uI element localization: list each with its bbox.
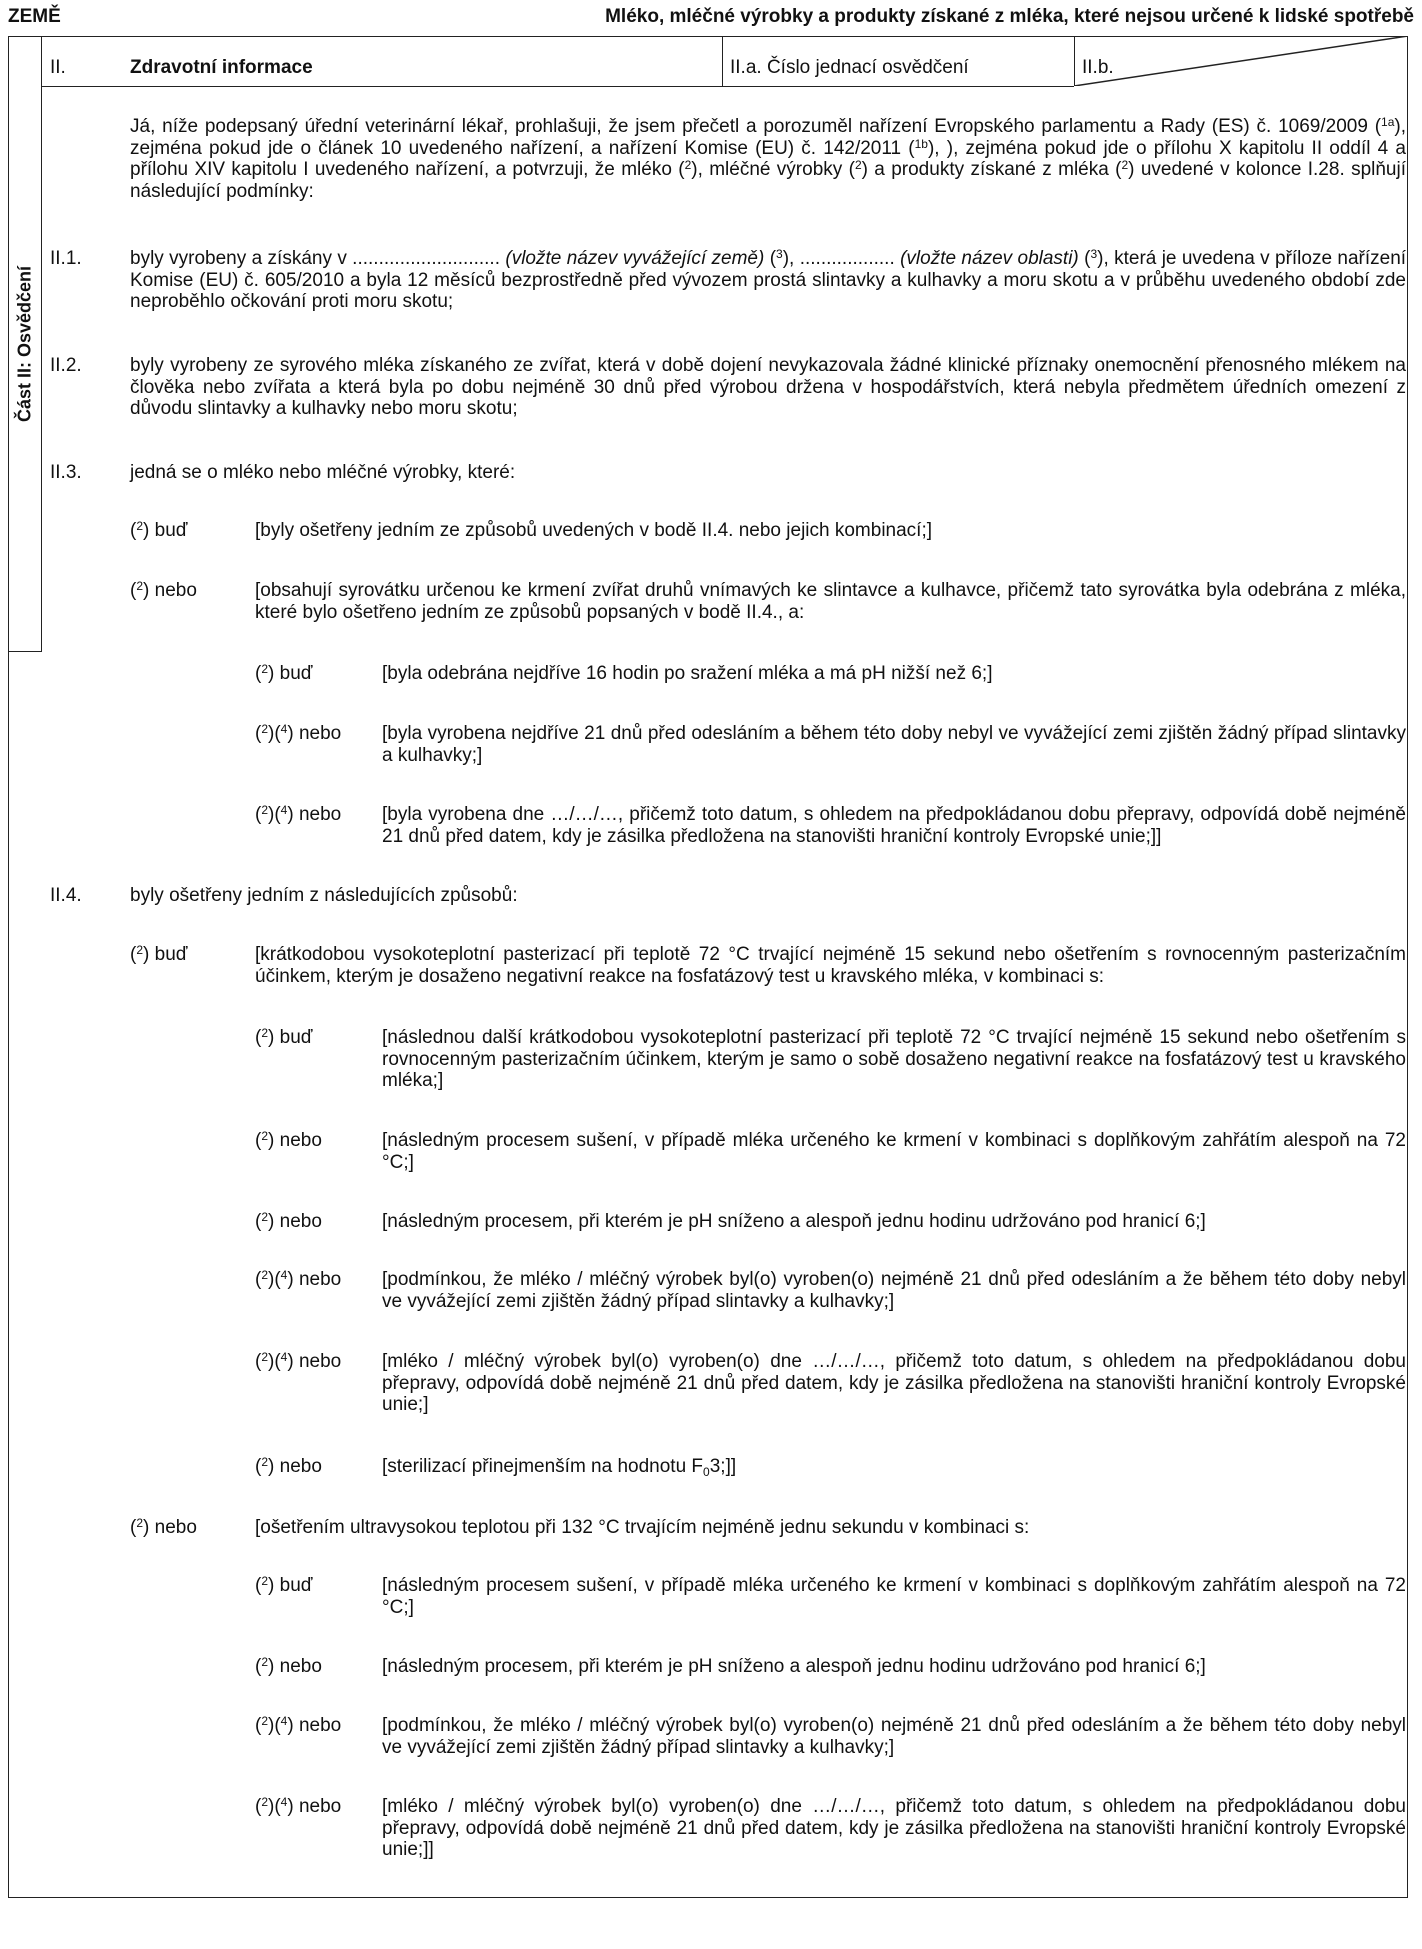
option-text: [podmínkou, že mléko / mléčný výrobek byl(o) vyroben(o) nejméně 21 dnů před odesláním a že během této doby nebyl ve vyvážející zemi zjištěn žádný případ slintavky a kulhavky;] [382,1715,1406,1758]
option-marker: ($^2$)($^4$) nebo [255,1795,342,1817]
reference-b-label: II.b. [1082,57,1114,78]
option-marker: ($^2$)($^4$) nebo [255,722,342,744]
option-text: [mléko / mléčný výrobek byl(o) vyroben(o) dne …/…/…, přičemž toto datum, s ohledem na předpokládanou dobu přepravy, odpovídá době nejméně 21 dnů před datem, kdy je zásilka předložena na stanovišti hraniční kontroly Evropské unie;] [382,1351,1406,1415]
section-underline [42,86,1074,87]
option-marker: ($^2$) nebo [255,1210,322,1232]
option-text: [následným procesem, při kterém je pH sníženo a alespoň jednu hodinu udržováno pod hranicí 6;] [382,1211,1206,1232]
section-title: Zdravotní informace [130,57,313,78]
option-marker: ($^2$) buď [255,1574,313,1596]
sidebar [8,36,42,652]
option-text: [byla odebrána nejdříve 16 hodin po sražení mléka a má pH nižší než 6;] [382,663,993,684]
option-text: [byla vyrobena dne …/…/…, přičemž toto datum, s ohledem na předpokládanou dobu přepravy, odpovídá době nejméně 21 dnů před datem, kdy je zásilka předložena na stanovišti hraniční kontroly Evropské unie;]] [382,804,1406,847]
option-text: [ošetřením ultravysokou teplotou při 132 °C trvajícím nejméně jednu sekundu v kombinaci s: [255,1517,1030,1538]
item-ii3-text: jedná se o mléko nebo mléčné výrobky, které: [130,462,516,483]
option-text: [následným procesem sušení, v případě mléka určeného ke krmení v kombinaci s doplňkovým zahřátím alespoň na 72 °C;] [382,1130,1406,1173]
option-marker: ($^2$) nebo [130,1516,197,1538]
option-text: [obsahují syrovátku určenou ke krmení zvířat druhů vnímavých ke slintavce a kulhavce, přičemž tato syrovátka byla odebrána z mléka, které bylo ošetřeno jedním ze způsobů popsaných v bodě II.4., a: [255,580,1406,623]
item-ii4-text: byly ošetřeny jedním z následujících způsobů: [130,885,518,906]
option-marker: ($^2$)($^4$) nebo [255,1350,342,1372]
intro-paragraph: Já, níže podepsaný úřední veterinární lékař, prohlašuji, že jsem přečetl a porozuměl nařízení Evropského parlamentu a Rady (ES) č. 1069/2009 ($^{1a}$), zejména pokud jde o článek 10 uvedeného nařízení, a nařízení Komise (EU) č. 142/2011 ($^{1b}$), ), zejména pokud jde o přílohu X kapitolu II oddíl 4 a přílohu XIV kapitolu I uvedeného nařízení, a potvrzuji, že mléko ($^2$), mléčné výrobky ($^2$) a produkty získané z mléka ($^2$) uvedené v kolonce I.28. splňují následující podmínky: [130,115,1406,202]
sidebar-label: Část II: Osvědčení [14,265,35,422]
option-marker: ($^2$)($^4$) nebo [255,1714,342,1736]
option-text: [byla vyrobena nejdříve 21 dnů před odesláním a během této doby nebyl ve vyvážející zemi zjištěn žádný případ slintavky a kulhavky;] [382,723,1406,766]
option-marker: ($^2$) buď [130,943,188,965]
reference-number-label: II.a. Číslo jednací osvědčení [730,57,969,78]
item-ii1-text: byly vyrobeny a získány v ............................ (vložte název vyvážející země) ($^3$), .................. (vložte název oblasti) ($^3$), která je uvedena v příloze nařízení Komise (EU) č. 605/2010 a byla 12 měsíců bezprostředně před vývozem prostá slintavky a kulhavky a moru skotu a v průběhu uvedeného období zde neproběhlo očkování proti moru skotu; [130,247,1407,312]
option-marker: ($^2$)($^4$) nebo [255,803,342,825]
item-number: II.1. [50,248,82,269]
option-marker: ($^2$) buď [255,662,313,684]
diagonal-line [1074,36,1408,86]
item-number: II.2. [50,355,82,376]
option-marker: ($^2$) nebo [255,1655,322,1677]
column-divider [722,36,723,86]
option-text: [krátkodobou vysokoteplotní pasterizací při teplotě 72 °C trvající nejméně 15 sekund nebo ošetřením s rovnocenným pasterizačním účinkem, kterým je dosaženo negativní reakce na fosfatázový test u kravského mléka, v kombinaci s: [255,944,1406,987]
item-number: II.3. [50,462,82,483]
option-text: [následným procesem, při kterém je pH sníženo a alespoň jednu hodinu udržováno pod hranicí 6;] [382,1656,1206,1677]
item-ii2-text: byly vyrobeny ze syrového mléka získaného ze zvířat, která v době dojení nevykazovala žádné klinické příznaky onemocnění přenosného mlékem na člověka nebo zvířata a která byla po dobu nejméně 30 dnů před výrobou držena v hospodářstvích, která nebyla předmětem úředních omezení z důvodu slintavky a kulhavky nebo moru skotu; [130,355,1406,419]
section-number: II. [50,57,66,78]
option-text: [sterilizací přinejmenším na hodnotu $F_03$;]] [382,1456,737,1479]
header-country: ZEMĚ [8,6,61,27]
option-text: [byly ošetřeny jedním ze způsobů uvedených v bodě II.4. nebo jejich kombinací;] [255,520,933,541]
option-text: [podmínkou, že mléko / mléčný výrobek byl(o) vyroben(o) nejméně 21 dnů před odesláním a že během této doby nebyl ve vyvážející zemi zjištěn žádný případ slintavky a kulhavky;] [382,1269,1406,1312]
option-text: [mléko / mléčný výrobek byl(o) vyroben(o) dne …/…/…, přičemž toto datum, s ohledem na předpokládanou dobu přepravy, odpovídá době nejméně 21 dnů před datem, kdy je zásilka předložena na stanovišti hraniční kontroly Evropské unie;]] [382,1796,1406,1860]
item-number: II.4. [50,885,82,906]
option-text: [následnou další krátkodobou vysokoteplotní pasterizací při teplotě 72 °C trvající nejméně 15 sekund nebo ošetřením s rovnocenným pasterizačním účinkem, kterým je samo o sobě dosaženo negativní reakce na fosfatázový test u kravského mléka;] [382,1027,1406,1091]
option-marker: ($^2$) nebo [130,579,197,601]
header-title: Mléko, mléčné výrobky a produkty získané z mléka, které nejsou určené k lidské spotřebě [605,6,1414,27]
option-marker: ($^2$) nebo [255,1455,322,1477]
option-marker: ($^2$)($^4$) nebo [255,1268,342,1290]
option-text: [následným procesem sušení, v případě mléka určeného ke krmení v kombinaci s doplňkovým zahřátím alespoň na 72 °C;] [382,1575,1406,1618]
option-marker: ($^2$) buď [130,519,188,541]
option-marker: ($^2$) nebo [255,1129,322,1151]
option-marker: ($^2$) buď [255,1026,313,1048]
